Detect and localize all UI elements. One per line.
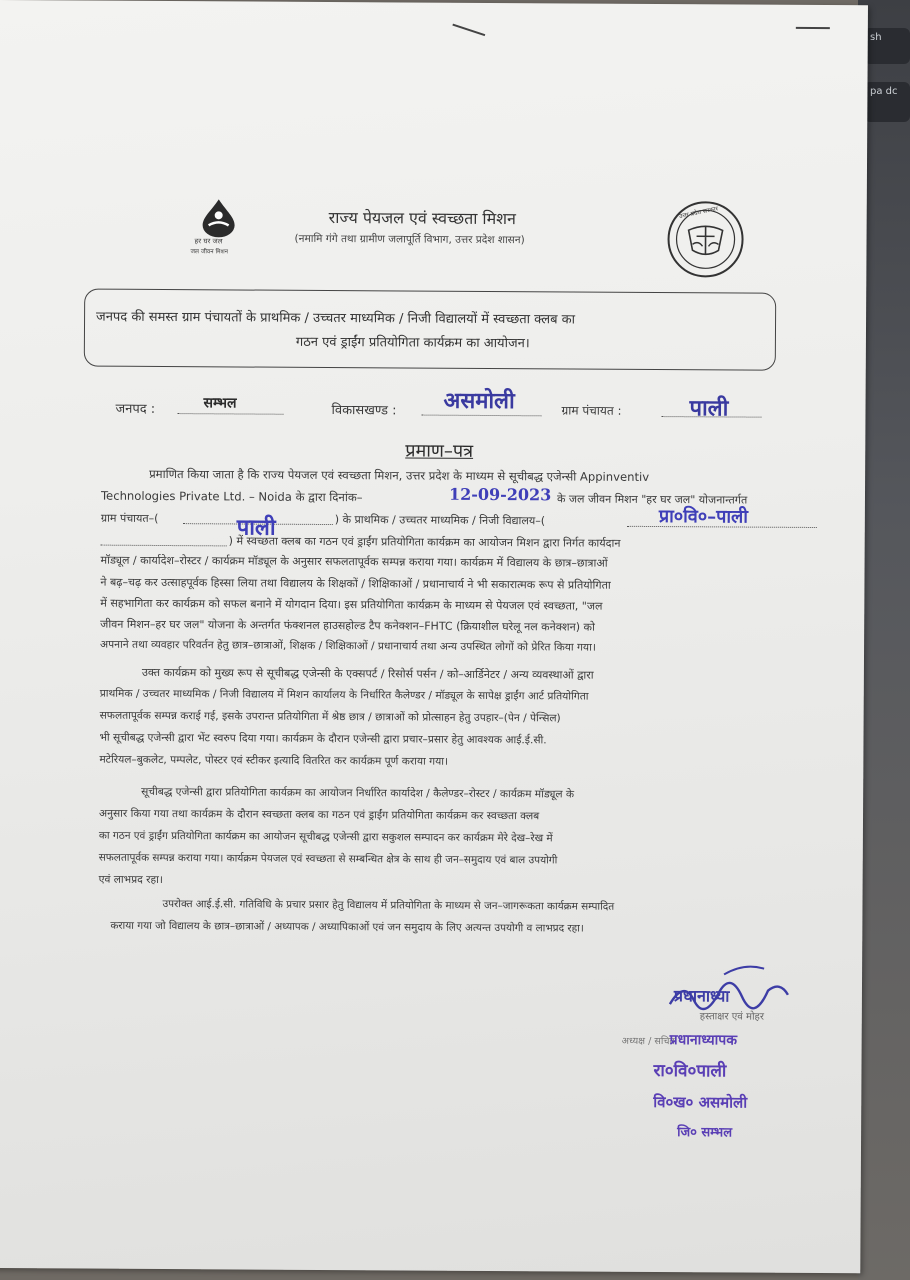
- body-line: अनुसार किया गया तथा कार्यक्रम के दौरान स्वच्छता क्लब का गठन एवं ड्राईंग प्रतियोगिता कार्यक्रम कर स्वच्छता क्लब: [98, 807, 540, 823]
- subject-line: गठन एवं ड्राईंग प्रतियोगिता कार्यक्रम का आयोजन।: [295, 334, 530, 352]
- body-line: मॉड्यूल / कार्यादेश–रोस्टर / कार्यक्रम मॉड्यूल के अनुसार सफलतापूर्वक सम्पन्न कराया गया। कार्यक्रम में विद्यालय के छात्र–छात्राओं: [100, 553, 608, 570]
- pen-mark: [452, 24, 485, 37]
- laptop-key: sh: [864, 28, 910, 64]
- body-line: उक्त कार्यक्रम को मुख्य रूप से सूचीबद्ध एजेन्सी के एक्सपर्ट / रिसोर्स पर्सन / को–आर्डिनेटर / अन्य व्यवस्थाओं द्वारा: [141, 665, 594, 682]
- logo-text: हर घर जल: [194, 237, 223, 246]
- signature-designation: हस्ताक्षर एवं मोहर: [699, 1011, 765, 1023]
- body-line: में सहभागिता कर कार्यक्रम को सफल बनाने में योगदान दिया। इस प्रतियोगिता कार्यक्रम के माध्यम से पेयजल एवं स्वच्छता, "जल: [100, 596, 603, 613]
- body-line: एवं लाभप्रद रहा।: [98, 873, 163, 887]
- body-line: भी सूचीबद्ध एजेन्सी द्वारा भेंट स्वरुप दिया गया। कार्यक्रम के दौरान एजेन्सी द्वारा प्रचार–प्रसार हेतु आवश्यक आई.ई.सी.: [99, 731, 547, 747]
- stamp-line: वि०ख० असमोली: [653, 1093, 748, 1112]
- laptop-key: pa dc: [864, 82, 910, 122]
- body-line: कराया गया जो विद्यालय के छात्र–छात्राओं / अध्यापक / अध्यापिकाओं एवं जन समुदाय के लिए अत्यन्त उपयोगी व लाभप्रद रहा।: [110, 919, 584, 935]
- body-line: उपरोक्त आई.ई.सी. गतिविधि के प्रचार प्रसार हेतु विद्यालय में प्रतियोगिता के माध्यम से जन–जागरूकता कार्यक्रम सम्पादित: [162, 898, 615, 913]
- body-line: सफलतापूर्वक सम्पन्न कराई गई, इसके उपरान्त प्रतियोगिता में श्रेष्ठ छात्र / छात्राओं को प्रोत्साहन हेतु उपहार–(पेन / पेन्सिल): [99, 709, 561, 725]
- panchayat-label: ग्राम पंचायत :: [561, 403, 622, 418]
- org-subtitle: (नमामि गंगे तथा ग्रामीण जलापूर्ति विभाग, उत्तर प्रदेश शासन): [294, 232, 525, 247]
- handwritten-date: 12-09-2023: [448, 484, 552, 505]
- body-line: ग्राम पंचायत–(: [100, 511, 159, 525]
- body-line: सूचीबद्ध एजेन्सी द्वारा प्रतियोगिता कार्यक्रम का आयोजन निर्धारित कार्यादेश / कैलेण्डर–रोस्टर / कार्यक्रम मॉड्यूल के: [141, 785, 575, 801]
- handwritten-gram-panchayat: पाली: [236, 514, 276, 541]
- body-line: Technologies Private Ltd. – Noida के द्वारा दिनांक–: [100, 488, 363, 505]
- block-value: असमोली: [443, 387, 515, 415]
- emblem-text: उत्तर प्रदेश सरकार: [678, 205, 719, 221]
- body-line: जीवन मिशन–हर घर जल" योजना के अन्तर्गत फंक्शनल हाउसहोल्ड टैप कनेक्शन–FHTC (क्रियाशील घरेलू नल कनेक्शन) को: [100, 617, 595, 634]
- body-line: मटेरियल–बुकलेट, पम्पलेट, पोस्टर एवं स्टीकर इत्यादि वितरित कर कार्यक्रम पूर्ण कराया गया।: [99, 753, 449, 768]
- blank-line: [101, 545, 227, 547]
- subject-box: [84, 289, 776, 371]
- body-line: सफलतापूर्वक सम्पन्न कराया गया। कार्यक्रम पेयजल एवं स्वच्छता से सम्बन्धित क्षेत्र के साथ ही जन–समुदाय एवं बाल उपयोगी: [98, 851, 558, 867]
- panchayat-value: पाली: [689, 395, 729, 422]
- body-line: अपनाने तथा व्यवहार परिवर्तन हेतु छात्र–छात्राओं, शिक्षक / शिक्षिकाओं / प्रधानाचार्य तथा अन्य उपस्थित लोगों को प्रेरित किया गया।: [100, 638, 596, 654]
- body-line: का गठन एवं ड्राईंग प्रतियोगिता कार्यक्रम का आयोजन सूचीबद्ध एजेन्सी द्वारा सकुशल सम्पादन कर कार्यक्रम मेरे देख–रेख में: [98, 829, 553, 845]
- body-line: ने बढ़–चढ़ कर उत्साहपूर्वक हिस्सा लिया तथा विद्यालय के शिक्षकों / शिक्षिकाओं / प्रधानाचार्य ने भी सकारात्मक रूप से प्रतियोगिता: [100, 575, 611, 592]
- body-line: प्रमाणित किया जाता है कि राज्य पेयजल एवं स्वच्छता मिशन, उत्तर प्रदेश के माध्यम से सूचीबद्ध एजेन्सी Appinventiv: [149, 466, 650, 484]
- handwritten-school: प्रा०वि०–पाली: [658, 506, 748, 528]
- stamp-line: जि० सम्भल: [677, 1125, 733, 1141]
- jal-jeevan-mission-logo: [190, 197, 248, 259]
- body-line: के जल जीवन मिशन "हर घर जल" योजनान्तर्गत: [556, 492, 748, 507]
- certificate-title: प्रमाण–पत्र: [405, 440, 474, 462]
- block-label: विकासखण्ड :: [331, 403, 397, 419]
- subject-line: जनपद की समस्त ग्राम पंचायतों के प्राथमिक / उच्चतर माध्यमिक / निजी विद्यालयों में स्वच्छता क्लब का: [96, 309, 576, 328]
- logo-text: जल जीवन मिशन: [190, 248, 229, 256]
- signature: प्रधानाध्या: [673, 986, 730, 1006]
- janpad-field-line: [177, 413, 283, 415]
- body-line: ) के प्राथमिक / उच्चतर माध्यमिक / निजी विद्यालय–(: [334, 513, 546, 528]
- signature-line-prefix: अध्यक्ष / सचिव: [621, 1035, 675, 1048]
- up-government-emblem: [666, 200, 744, 278]
- stamp-line: रा०वि०पाली: [653, 1061, 727, 1082]
- janpad-label: जनपद :: [115, 401, 156, 417]
- pen-mark: [796, 27, 830, 29]
- stamp-line: प्रधानाध्यापक: [669, 1032, 738, 1049]
- org-title: राज्य पेयजल एवं स्वच्छता मिशन: [328, 208, 516, 229]
- body-line: ) में स्वच्छता क्लब का गठन एवं ड्राईंग प्रतियोगिता कार्यक्रम का आयोजन मिशन द्वारा निर्गत कार्यदान: [228, 534, 621, 550]
- janpad-value: सम्भल: [203, 395, 237, 412]
- body-line: प्राथमिक / उच्चतर माध्यमिक / निजी विद्यालय में मिशन कार्यालय के निर्धारित कैलेण्डर / मॉड्यूल के सापेक्ष ड्राईंग आर्ट प्रतियोगिता: [99, 687, 589, 703]
